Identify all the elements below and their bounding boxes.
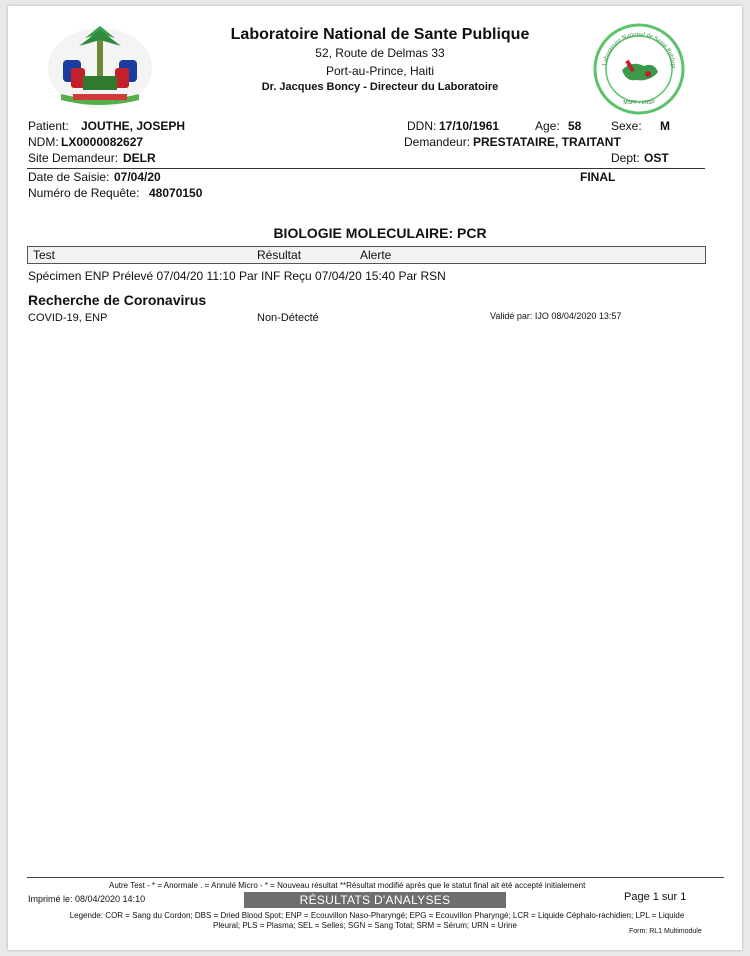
- demandeur-label: Demandeur:: [404, 135, 471, 149]
- report-page: [8, 6, 742, 950]
- col-alert-header: Alerte: [360, 248, 392, 262]
- legend-line-2: Pleural; PLS = Plasma; SEL = Selles; SGN = Sang Total; SRM = Sérum; URN = Urine: [213, 921, 517, 930]
- row-test: COVID-19, ENP: [28, 312, 108, 324]
- seal-footer: MSPP / LNSP: [623, 100, 655, 106]
- sexe-value: M: [660, 119, 670, 133]
- saisie-label: Date de Saisie:: [28, 170, 110, 184]
- results-bar: RÉSULTATS D'ANALYSES: [244, 892, 506, 908]
- header-divider: [27, 168, 705, 169]
- demandeur-value: PRESTATAIRE, TRAITANT: [473, 135, 621, 149]
- dept-value: OST: [644, 151, 669, 165]
- legend-line-1: Legende: COR = Sang du Cordon; DBS = Dried Blood Spot; ENP = Ecouvillon Naso-Pharyngé; EPG = Ecouvillon Pharyngé; LCR = Liquide Céphalo-rachidien; LPL = Liquide: [69, 911, 685, 920]
- form-id: Form: RL1 Multimodule: [629, 928, 702, 935]
- ndm-label: NDM:: [28, 135, 59, 149]
- age-label: Age:: [535, 119, 560, 133]
- ddn-label: DDN:: [407, 119, 437, 133]
- address-line-2: Port-au-Prince, Haiti: [325, 64, 435, 78]
- legend-codes: Autre Test - * = Anormale . = Annulé Micro - * = Nouveau résultat **Résultat modifié après que le statut final ait été accepté initialement: [109, 881, 586, 890]
- patient-label: Patient:: [28, 119, 69, 133]
- printed-date: Imprimé le: 08/04/2020 14:10: [28, 894, 146, 904]
- lab-name: Laboratoire National de Sante Publique: [230, 26, 530, 43]
- footer-divider: [27, 877, 724, 878]
- address-line-1: 52, Route de Delmas 33: [315, 46, 445, 60]
- seal-text: Laboratoire National de Santé Publiqu: [601, 30, 678, 69]
- section-title: BIOLOGIE MOLECULAIRE: PCR: [273, 225, 487, 241]
- dept-label: Dept:: [611, 151, 640, 165]
- requete-number: 48070150: [149, 186, 203, 200]
- site-label: Site Demandeur:: [28, 151, 119, 165]
- director-line: Dr. Jacques Boncy - Directeur du Laboratoire: [261, 81, 499, 93]
- saisie-date: 07/04/20: [114, 170, 161, 184]
- col-result-header: Résultat: [257, 248, 302, 262]
- patient-name: JOUTHE, JOSEPH: [81, 119, 186, 133]
- ddn-value: 17/10/1961: [439, 119, 500, 133]
- row-validation: Validé par: IJO 08/04/2020 13:57: [490, 311, 622, 321]
- specimen-line: Spécimen ENP Prélevé 07/04/20 11:10 Par INF Reçu 07/04/20 15:40 Par RSN: [28, 269, 446, 283]
- row-result: Non-Détecté: [257, 312, 319, 324]
- col-test-header: Test: [33, 248, 56, 262]
- age-value: 58: [568, 119, 582, 133]
- report-status: FINAL: [580, 170, 616, 184]
- lab-seal-logo: [592, 22, 686, 116]
- requete-label: Numéro de Requête:: [28, 186, 140, 200]
- ndm-value: LX0000082627: [61, 135, 144, 149]
- group-title: Recherche de Coronavirus: [28, 292, 207, 308]
- sexe-label: Sexe:: [611, 119, 642, 133]
- page-number: Page 1 sur 1: [624, 891, 687, 903]
- site-value: DELR: [123, 151, 156, 165]
